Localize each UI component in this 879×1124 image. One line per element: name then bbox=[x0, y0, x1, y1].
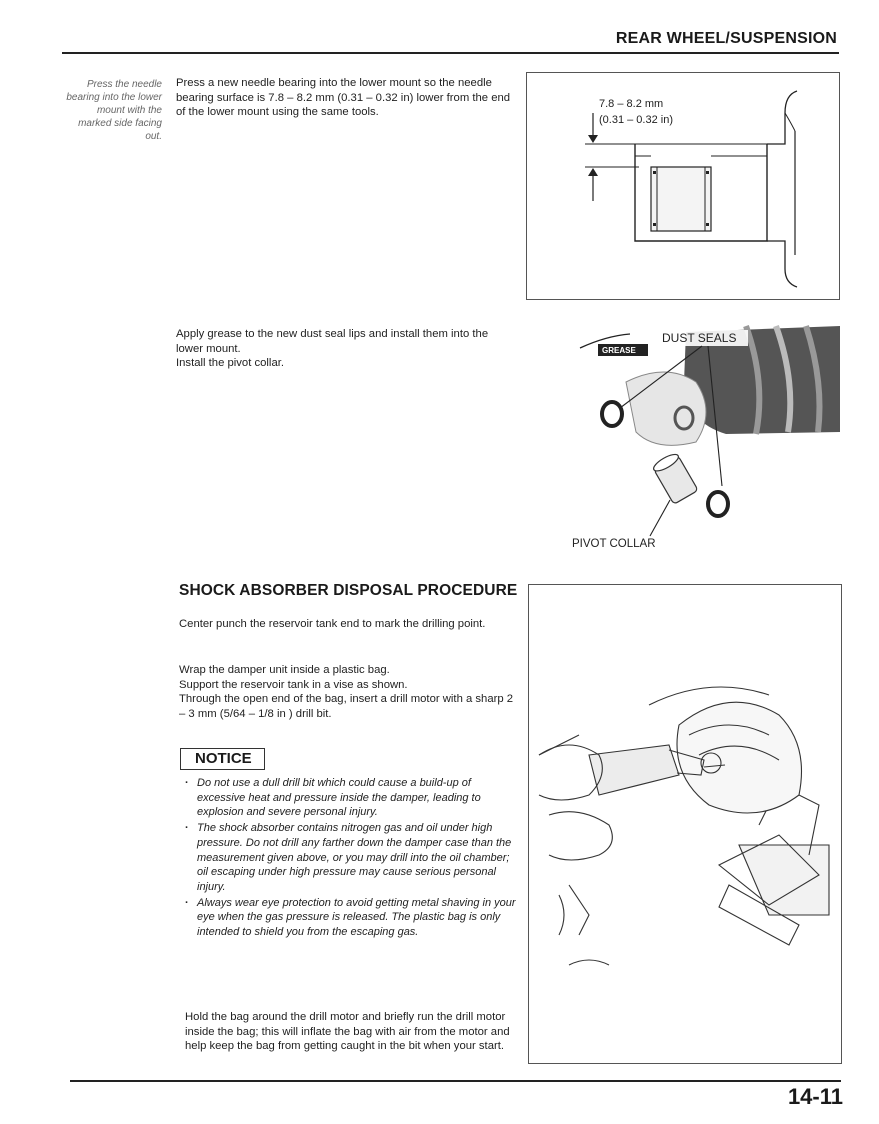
drilling-diagram bbox=[529, 585, 841, 1063]
pivot-collar-part bbox=[651, 451, 698, 504]
section-title: SHOCK ABSORBER DISPOSAL PROCEDURE bbox=[179, 582, 518, 599]
dimension-mm-label: 7.8 – 8.2 mm bbox=[599, 98, 664, 110]
section-header-title: REAR WHEEL/SUSPENSION bbox=[615, 30, 837, 47]
side-note: Press the needle bearing into the lower mount with the marked side facing out. bbox=[66, 79, 162, 142]
wrap-instruction: Wrap the damper unit inside a plastic bag. Support the reservoir tank in a vise as shown. Through the open end of the bag, insert a drill motor with a sharp 2 – 3 mm (5/64 – 1/8 in ) drill bit. bbox=[179, 664, 514, 720]
dust-seal-lower bbox=[708, 492, 728, 516]
pivot-collar-label: PIVOT COLLAR bbox=[572, 538, 656, 550]
dust-seals-label: DUST SEALS bbox=[662, 331, 737, 345]
bearing-instruction: Press a new needle bearing into the lower mount so the needle bearing surface is 7.8 – 8.2 mm (0.31 – 0.32 in) lower from the end of the lower mount using the same tools. bbox=[176, 77, 511, 118]
dust-seal-upper bbox=[602, 402, 622, 426]
needle-bearing-diagram bbox=[527, 73, 839, 299]
notice-list bbox=[185, 776, 517, 941]
needle-bearing-figure bbox=[526, 72, 840, 300]
grease-tag-label: GREASE bbox=[602, 346, 636, 355]
drilling-figure bbox=[528, 584, 842, 1064]
dust-seal-diagram bbox=[566, 322, 842, 554]
notice-item: · Always wear eye protection to avoid getting metal shaving in your eye when the gas pressure is released. The plastic bag is only intended to shield you from the escaping gas. bbox=[185, 896, 517, 940]
hold-instruction: Hold the bag around the drill motor and briefly run the drill motor inside the bag; this will inflate the bag with air from the motor and help keep the bag from getting caught in the bit when your start. bbox=[185, 1011, 510, 1052]
dimension-in-label: (0.31 – 0.32 in) bbox=[599, 114, 673, 126]
notice-label: NOTICE bbox=[180, 748, 265, 770]
notice-item: · Do not use a dull drill bit which could cause a build-up of excessive heat and pressure inside the damper, leading to explosion and severe personal injury. bbox=[185, 776, 517, 820]
page-number: 14-11 bbox=[787, 1084, 843, 1109]
header-rule bbox=[62, 52, 839, 54]
dust-seal-figure bbox=[566, 322, 842, 554]
grease-instruction: Apply grease to the new dust seal lips and install them into the lower mount. Install the pivot collar. bbox=[176, 328, 489, 369]
footer-rule bbox=[70, 1080, 841, 1082]
notice-item: · The shock absorber contains nitrogen gas and oil under high pressure. Do not drill any farther down the damper case than the measurement given above, or you may drill into the oil chamber; oil escaping under high pressure may cause serious personal injury. bbox=[185, 821, 517, 895]
punch-instruction: Center punch the reservoir tank end to mark the drilling point. bbox=[179, 618, 486, 630]
